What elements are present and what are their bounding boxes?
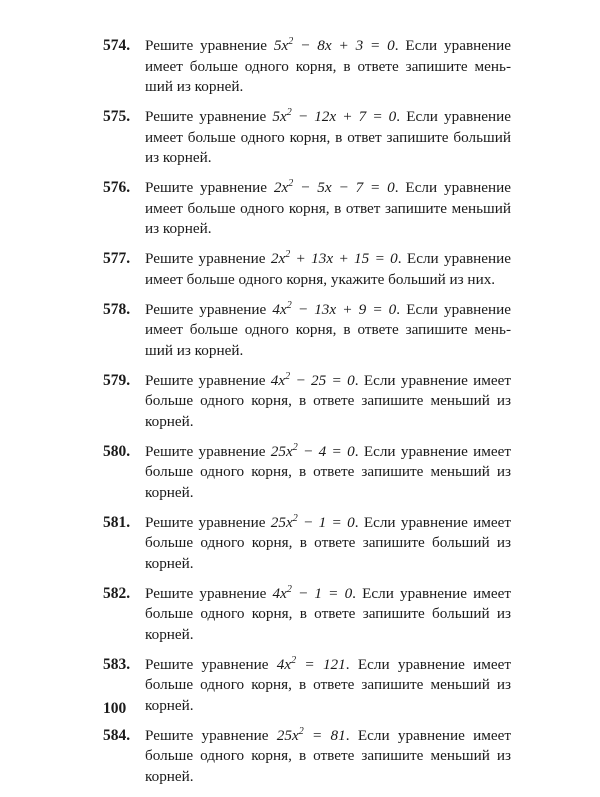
equation-term: 25x <box>276 726 299 744</box>
equation-rest: − 5x − 7 = 0 <box>293 179 395 196</box>
problem-number: 575. <box>103 108 131 125</box>
equation-exponent: 2 <box>286 583 292 595</box>
problem-number: 584. <box>103 726 131 744</box>
problem-lead-text: Решите уравнение <box>145 371 271 389</box>
problem-number: 576. <box>103 179 131 196</box>
problem-lead-text: Решите уравнение <box>145 300 273 318</box>
equation-term: 4x <box>272 300 287 318</box>
problem-item <box>103 726 511 788</box>
equation-exponent: 2 <box>286 107 292 118</box>
problem-list <box>103 36 511 797</box>
equation-rest: = 121 <box>296 655 346 673</box>
problem-number: 574. <box>103 37 131 54</box>
problem-lead-text: Решите уравнение <box>145 513 271 531</box>
equation <box>271 250 398 267</box>
equation-rest: − 25 = 0 <box>290 371 355 389</box>
problem-instruction-text: . Если уравнение имеет больше одного корня, в ответе запишите меньший из корней. <box>145 655 512 714</box>
problem-item <box>103 300 511 362</box>
problem-item <box>103 36 511 98</box>
equation-term: 25x <box>270 513 293 531</box>
problem-instruction-text: . Если уравнение имеет больше одного корня, в ответе запишите меньший из корней. <box>145 37 511 95</box>
problem-item <box>103 655 511 717</box>
problem-number: 583. <box>103 655 131 673</box>
equation <box>272 585 352 602</box>
problem-item <box>103 442 511 504</box>
problem-lead-text: Решите уравнение <box>145 108 273 125</box>
equation-rest: − 1 = 0 <box>291 584 353 602</box>
problem-lead-text: Решите уравнение <box>145 37 274 54</box>
problem-instruction-text: . Если уравнение имеет больше одного корня, в ответе запишите меньший из корней. <box>145 371 512 430</box>
equation-term: 2x <box>273 179 289 196</box>
problem-number: 582. <box>103 584 131 602</box>
equation-term: 4x <box>276 655 292 673</box>
page-number: 100 <box>103 700 127 717</box>
equation <box>274 37 395 54</box>
equation-rest: − 8x + 3 = 0 <box>293 37 395 54</box>
equation-rest: − 12x + 7 = 0 <box>291 108 397 125</box>
equation-exponent: 2 <box>292 441 298 453</box>
problem-item <box>103 107 511 169</box>
problem-lead-text: Решите уравнение <box>145 179 274 196</box>
equation <box>271 443 355 460</box>
problem-instruction-text: . Если уравнение имеет больше одного корня, в ответе запишите меньший из корней. <box>145 300 511 359</box>
problem-instruction-text: . Если уравнение имеет больше одного корня, в ответе запишите больший из корней. <box>145 584 512 643</box>
equation-exponent: 2 <box>285 249 291 260</box>
equation-exponent: 2 <box>288 36 294 47</box>
problem-lead-text: Решите уравнение <box>145 726 277 744</box>
problem-number: 580. <box>103 442 131 460</box>
equation <box>271 514 355 531</box>
problem-item <box>103 584 511 646</box>
problem-instruction-text: . Если уравнение имеет больше одного корня, в ответе запишите меньший из корней. <box>145 726 512 785</box>
equation-exponent: 2 <box>292 512 298 524</box>
problem-instruction-text: . Если уравнение имеет больше одного корня, укажите больший из них. <box>145 250 511 288</box>
equation-exponent: 2 <box>288 178 294 189</box>
problem-instruction-text: . Если уравнение имеет больше одного корня, в ответ запишите меньший из корней. <box>145 179 511 237</box>
problem-instruction-text: . Если уравнение имеет больше одного корня, в ответе запишите больший из корней. <box>145 513 512 572</box>
equation-exponent: 2 <box>291 654 297 666</box>
equation <box>271 372 355 389</box>
equation-term: 5x <box>272 108 287 125</box>
problem-number: 579. <box>103 371 131 389</box>
problem-item <box>103 249 511 290</box>
problem-item <box>103 178 511 240</box>
equation <box>272 108 396 125</box>
equation-rest: − 13x + 9 = 0 <box>291 300 397 318</box>
problem-item <box>103 371 511 433</box>
equation-exponent: 2 <box>298 725 304 737</box>
equation-rest: + 13x + 15 = 0 <box>290 250 398 267</box>
equation-rest: − 4 = 0 <box>297 442 355 460</box>
problem-number: 581. <box>103 513 131 531</box>
equation-term: 25x <box>270 442 293 460</box>
equation <box>277 727 346 744</box>
equation <box>272 301 396 318</box>
equation-term: 4x <box>270 371 286 389</box>
problem-instruction-text: . Если уравнение имеет больше одного корня, в ответ запишите больший из корней. <box>145 108 511 166</box>
equation-rest: − 1 = 0 <box>297 513 355 531</box>
problem-lead-text: Решите уравнение <box>145 250 271 267</box>
equation-rest: = 81 <box>303 726 346 744</box>
problem-instruction-text: . Если уравнение имеет больше одного корня, в ответе запишите меньший из корней. <box>145 442 512 501</box>
equation <box>277 656 346 673</box>
equation-term: 4x <box>272 584 287 602</box>
problem-lead-text: Решите уравнение <box>145 584 273 602</box>
problem-number: 577. <box>103 250 131 267</box>
problem-item <box>103 513 511 575</box>
equation-exponent: 2 <box>285 370 291 382</box>
problem-lead-text: Решите уравнение <box>145 655 277 673</box>
equation-exponent: 2 <box>286 299 292 311</box>
problem-number: 578. <box>103 300 131 318</box>
equation-term: 2x <box>270 250 286 267</box>
equation-term: 5x <box>273 37 289 54</box>
equation <box>274 179 395 196</box>
problem-lead-text: Решите уравнение <box>145 442 271 460</box>
